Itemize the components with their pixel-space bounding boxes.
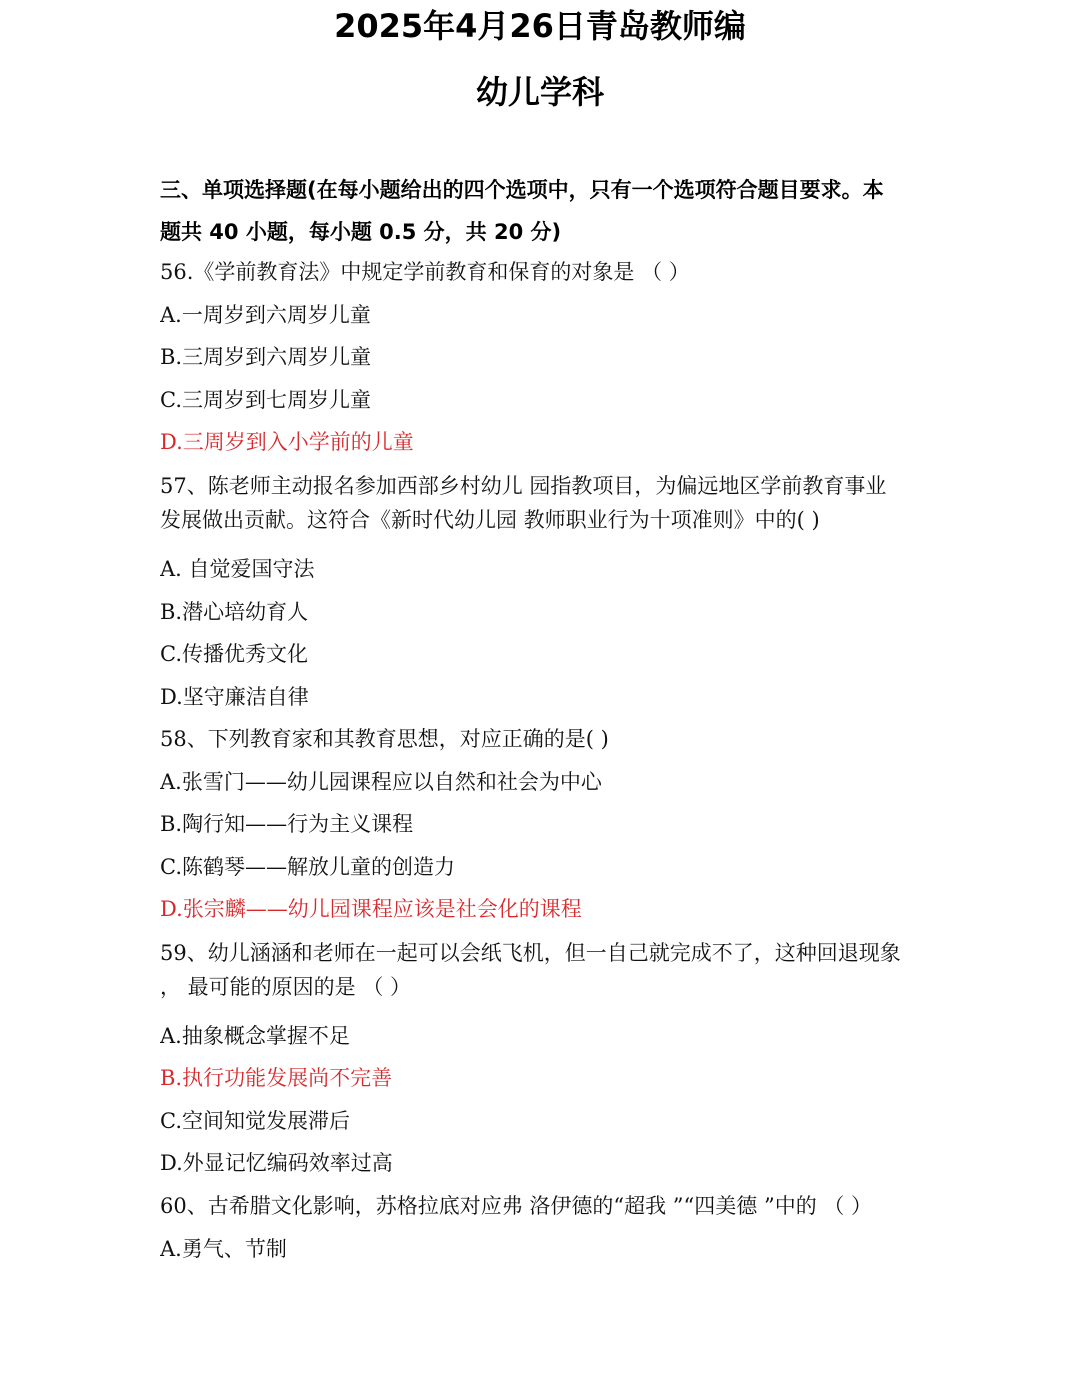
question-59-option-c: C.空间知觉发展滞后 — [160, 1109, 350, 1133]
question-57-option-d: D.坚守廉洁自律 — [160, 685, 309, 709]
question-59-stem-line-1: 59、幼儿涵涵和老师在一起可以会纸飞机，但一自己就完成不了，这种回退现象 — [160, 941, 901, 965]
question-56-stem: 56.《学前教育法》中规定学前教育和保育的对象是 （ ） — [160, 260, 690, 284]
question-58-option-a: A.张雪门——幼儿园课程应以自然和社会为中心 — [160, 770, 602, 794]
question-57-option-c: C.传播优秀文化 — [160, 642, 308, 666]
question-58-stem: 58、下列教育家和其教育思想，对应正确的是( ) — [160, 727, 609, 751]
question-57-option-b: B.潜心培幼育人 — [160, 600, 309, 624]
section-heading-line-1: 三、单项选择题(在每小题给出的四个选项中，只有一个选项符合题目要求。本 — [160, 178, 884, 202]
question-57-option-a: A. 自觉爱国守法 — [160, 557, 315, 581]
question-56-option-d-answer: D.三周岁到入小学前的儿童 — [160, 430, 414, 454]
question-56-option-a: A.一周岁到六周岁儿童 — [160, 303, 371, 327]
question-58-option-b: B.陶行知——行为主义课程 — [160, 812, 414, 836]
section-heading-line-2: 题共 40 小题，每小题 0.5 分，共 20 分) — [160, 220, 562, 244]
document-title: 2025年4月26日青岛教师编 — [334, 7, 746, 45]
question-57-stem-line-1: 57、陈老师主动报名参加西部乡村幼儿 园指教项目，为偏远地区学前教育事业 — [160, 474, 887, 498]
question-59-stem-line-2: ， 最可能的原因的是 （ ） — [160, 975, 412, 999]
question-57-stem-line-2: 发展做出贡献。这符合《新时代幼儿园 教师职业行为十项准则》中的( ) — [160, 508, 820, 532]
question-59-option-d: D.外显记忆编码效率过高 — [160, 1151, 393, 1175]
question-56-option-c: C.三周岁到七周岁儿童 — [160, 388, 371, 412]
question-58-option-d-answer: D.张宗麟——幼儿园课程应该是社会化的课程 — [160, 897, 582, 921]
question-60-option-a: A.勇气、节制 — [160, 1237, 287, 1261]
question-56-option-b: B.三周岁到六周岁儿童 — [160, 345, 372, 369]
document-subtitle: 幼儿学科 — [475, 73, 604, 111]
question-59-option-a: A.抽象概念掌握不足 — [160, 1024, 350, 1048]
question-60-stem: 60、古希腊文化影响，苏格拉底对应弗 洛伊德的“超我 ”“四美德 ”中的 （ ） — [160, 1194, 873, 1218]
question-59-option-b-answer: B.执行功能发展尚不完善 — [160, 1066, 393, 1090]
question-58-option-c: C.陈鹤琴——解放儿童的创造力 — [160, 855, 455, 879]
